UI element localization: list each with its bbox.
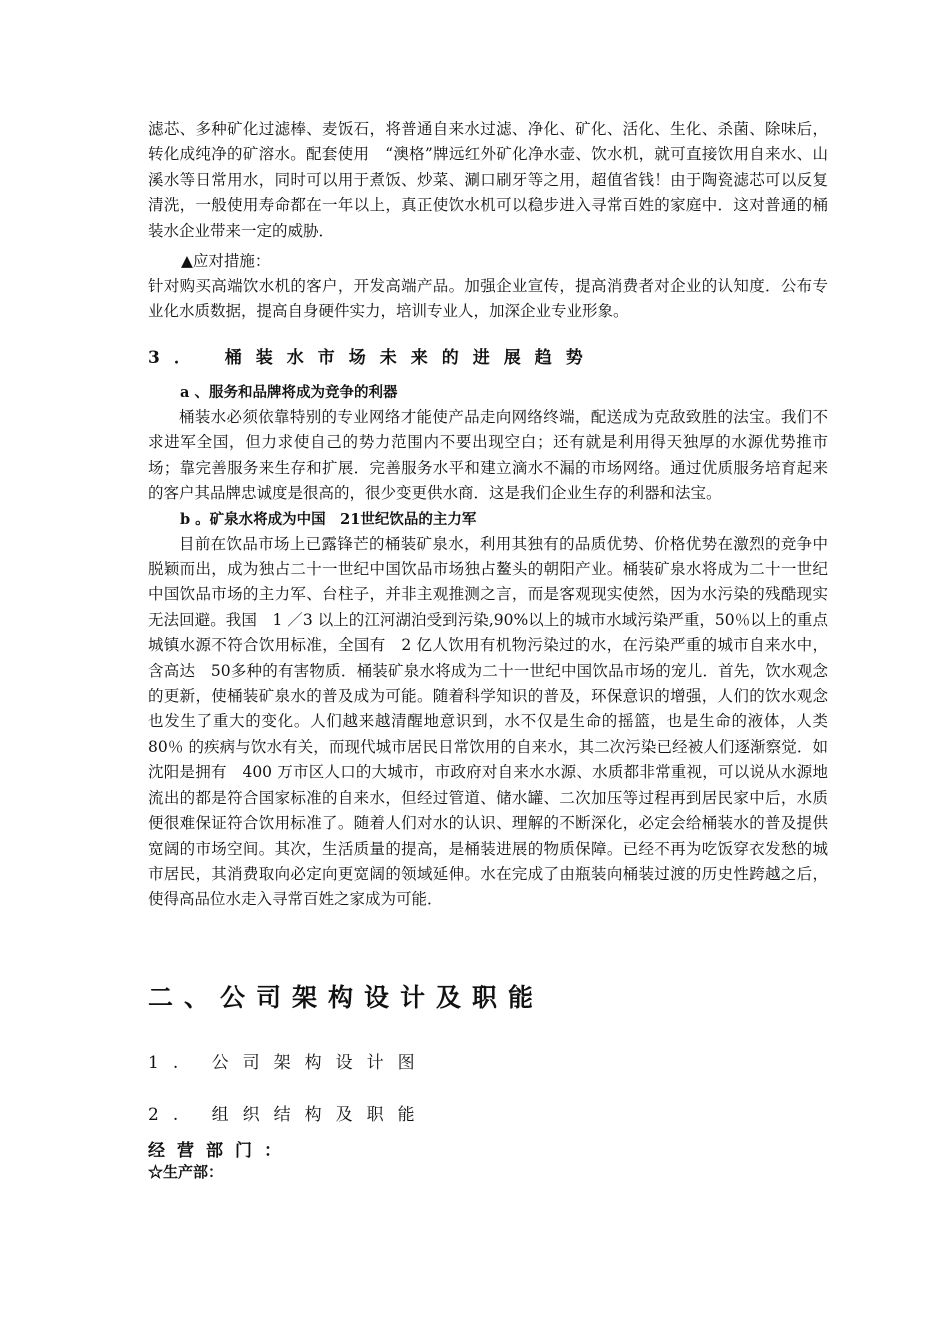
department-heading: 经营部门： — [148, 1141, 293, 1161]
item-architecture-diagram: 1. 公司架构设计图 — [148, 1053, 429, 1073]
intro-section — [148, 117, 828, 244]
item-org-structure: 2. 组织结构及职能 — [148, 1105, 429, 1125]
paragraph-b: 目前在饮品市场上已露锋芒的桶装矿泉水，利用其独有的品质优势、价格优势在激烈的竞争中脱颖而出，成为独占二十一世纪中国饮品市场独占鳌头的朝阳产业。桶装矿泉水将成为二十一世纪中国饮品市场的主力军、台柱子，并非主观推测之言，而是客观现实使然，因为水污染的残酷现实无法回避。我国 1 ／3 以上的江河湖泊受到污染,90%以上的城市水域污染严重，50％以上的重点城镇水源不符合饮用标准，全国有 2 亿人饮用有机物污染过的水，在污染严重的城市自来水中，含高达 50多种的有害物质．桶装矿泉水将成为二十一世纪中国饮品市场的宠儿．首先，饮水观念的更新，使桶装矿泉水的普及成为可能。随着科学知识的普及，环保意识的增强，人们的饮水观念也发生了重大的变化。人们越来越清醒地意识到，水不仅是生命的摇篮，也是生命的液体，人类 80％ 的疾病与饮水有关，而现代城市居民日常饮用的自来水，其二次污染已经被人们逐渐察觉．如沈阳是拥有 400 万市区人口的大城市，市政府对自来水水源、水质都非常重视，可以说从水源地流出的都是符合国家标准的自来水，但经过管道、储水罐、二次加压等过程再到居民家中后，水质便很难保证符合饮用标准了。随着人们对水的认识、理解的不断深化，必定会给桶装水的普及提供宽阔的市场空间。其次，生活质量的提高，是桶装进展的物质保障。已经不再为吃饭穿衣发愁的城市居民，其消费取向必定向更宽阔的领域延伸。水在完成了由瓶装向桶装过渡的历史性跨越之后，使得高品位水走入寻常百姓之家成为可能． — [148, 534, 844, 909]
paragraph-a: 桶装水必须依靠特别的专业网络才能使产品走向网络终端，配送成为克敌致胜的法宝。我们不求进军全国，但力求使自己的势力范围内不要出现空白；还有就是利用得天独厚的水源优势推市场；靠完善服务来生存和扩展．完善服务水平和建立滴水不漏的市场网络。通过优质服务培育起来的客户其品牌忠诚度是很高的，很少变更供水商．这是我们企业生存的利器和法宝。 — [148, 408, 828, 503]
intro-paragraph: 滤芯、多种矿化过滤棒、麦饭石，将普通自来水过滤、净化、矿化、活化、生化、杀菌、除味后，转化成纯净的矿溶水。配套使用 “澳格”牌远红外矿化净水壶、饮水机，就可直接饮用自来水、山溪水等日常用水，同时可以用于煮饭、炒菜、涮口刷牙等之用，超值省钱！由于陶瓷滤芯可以反复清洗，一般使用寿命都在一年以上，真正使饮水机可以稳步进入寻常百姓的家庭中．这对普通的桶装水企业带来一定的威胁． — [148, 120, 828, 240]
measures-label: ▲应对措施： — [181, 252, 271, 270]
subheading-a: a 、服务和品牌将成为竞争的利器 — [180, 384, 398, 401]
measures-block — [148, 274, 828, 325]
measures-text: 针对购买高端饮水机的客户，开发高端产品。加强企业宣传，提高消费者对企业的认知度．公布专业化水质数据，提高自身硬件实力，培训专业人，加深企业专业形象。 — [148, 277, 828, 321]
production-dept-label: ☆生产部： — [148, 1163, 224, 1181]
section3-heading: 3． 桶装水市场未来的进展趋势 — [148, 348, 597, 368]
section3-body — [148, 380, 844, 913]
chapter-heading: 二、公司架构设计及职能 — [148, 983, 545, 1012]
subheading-b: b 。矿泉水将成为中国 21世纪饮品的主力军 — [180, 510, 477, 528]
